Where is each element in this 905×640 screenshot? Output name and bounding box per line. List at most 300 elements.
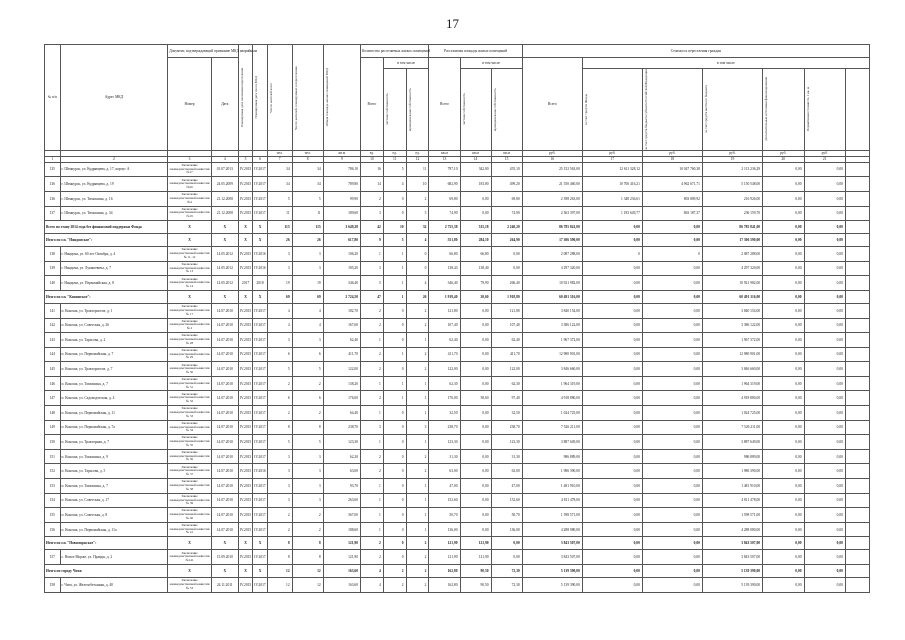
value-cell-r2: 0 — [383, 550, 406, 565]
value-cell-c4: 3 843 507,00 — [702, 550, 762, 565]
value-cell-r1: 3 — [361, 261, 384, 276]
row-number-cell: 135 — [45, 162, 61, 177]
value-cell-c5: 0,00 — [763, 493, 804, 508]
value-cell-r2: 1 — [383, 247, 406, 262]
address-cell: п. Коноша, ул. Советская, д. 8 — [60, 508, 168, 523]
value-cell-a1: 238,70 — [429, 420, 460, 435]
value-cell-c4: 5 150 548,00 — [702, 177, 762, 192]
value-cell-c5: 0,00 — [763, 435, 804, 450]
value-cell-r1: 4 — [361, 565, 384, 578]
value-cell-p1: 3 — [267, 493, 292, 508]
value-cell-c4: 2 113 236,29 — [702, 162, 762, 177]
value-cell-c2: 0,00 — [582, 261, 642, 276]
empty-cell — [845, 221, 869, 234]
value-cell-c3: 0,00 — [642, 290, 702, 303]
value-cell-c2: 0,00 — [582, 347, 642, 362]
value-cell-a1: 346,40 — [429, 276, 460, 291]
value-cell-c6: 0,00 — [804, 406, 845, 421]
column-number-cell: 21 — [804, 156, 845, 162]
value-cell-c6: 0,00 — [804, 347, 845, 362]
doc-number-cell: Заключение межведомственной комиссии №19 — [168, 206, 212, 221]
value-cell-area: 93,70 — [323, 479, 360, 494]
plan-date-cell: IV.2015 — [238, 493, 253, 508]
demolition-date-cell: IV.2017 — [253, 493, 268, 508]
value-cell-a2: 0,00 — [460, 420, 491, 435]
value-cell-p1: 8 — [267, 537, 292, 550]
value-cell-r1: 1 — [361, 508, 384, 523]
table-body — [45, 162, 870, 592]
header-people-total: Число жителей всего — [268, 82, 273, 113]
empty-cell — [845, 464, 869, 479]
value-cell-r1: 2 — [361, 550, 384, 565]
value-cell-c6: 0,00 — [804, 177, 845, 192]
value-cell-a2: 0,00 — [460, 449, 491, 464]
address-cell: п. Коноша, ул. Первомайская, д. 11а — [60, 522, 168, 537]
table-row — [45, 333, 870, 348]
column-number-cell: 1 — [45, 156, 61, 162]
value-cell-c3: 0,00 — [642, 333, 702, 348]
value-cell-a3: 32,50 — [491, 406, 522, 421]
column-number-cell: 20 — [763, 156, 804, 162]
value-cell-c3: 0,00 — [642, 565, 702, 578]
header-rooms-all: Всего — [361, 58, 384, 151]
table-row — [45, 522, 870, 537]
value-cell-r1: 16 — [361, 162, 384, 177]
value-cell-c1: 2 398 263,00 — [522, 191, 582, 206]
value-cell-area: 786,10 — [323, 162, 360, 177]
row-number-cell: 156 — [45, 522, 61, 537]
value-cell-a2: 20,60 — [460, 290, 491, 303]
value-cell-area: 121,90 — [323, 537, 360, 550]
value-cell-a3: 47,00 — [491, 479, 522, 494]
header-doc-number: Номер — [168, 58, 212, 151]
address-cell: п. Коноша, ул. Советская, д. 17 — [60, 493, 168, 508]
value-cell-r1: 1 — [361, 406, 384, 421]
value-cell-p2: 4 — [292, 303, 323, 318]
empty-cell — [845, 578, 869, 593]
value-cell-c3: 0,00 — [642, 362, 702, 377]
value-cell-p1: 2 — [267, 522, 292, 537]
value-cell-c6: 0,00 — [804, 247, 845, 262]
value-cell-c3: 0 — [642, 247, 702, 262]
value-cell-c4: 10 921 982,00 — [702, 276, 762, 291]
column-number-cell: 14 — [460, 156, 491, 162]
doc-number-cell: Заключение межведомственной комиссии № 29 — [168, 347, 212, 362]
value-cell-r1: 5 — [361, 276, 384, 291]
value-cell-c1: 2 087 288,00 — [522, 247, 582, 262]
plan-date-cell: IV.2015 — [238, 550, 253, 565]
value-cell-a2: 342,00 — [460, 162, 491, 177]
value-cell-c2: 0,00 — [582, 303, 642, 318]
row-number-cell: 150 — [45, 435, 61, 450]
value-cell-c3: 0,00 — [642, 391, 702, 406]
address-cell: п. Коноша, ул. Трактористов, д. 1 — [60, 303, 168, 318]
value-cell-r2: 0 — [383, 318, 406, 333]
table-row — [45, 177, 870, 192]
value-cell-r3: 1 — [406, 333, 429, 348]
value-cell-a2: 0,00 — [460, 191, 491, 206]
value-cell-area: 2 724,50 — [323, 290, 360, 303]
column-number-cell: 7 — [267, 156, 292, 162]
value-cell-r2: 0 — [383, 449, 406, 464]
header-people-program: Число жителей, планируемых к переселению — [293, 65, 298, 130]
value-cell-a1: 62,30 — [429, 376, 460, 391]
value-cell-c4: 986 889,00 — [702, 449, 762, 464]
doc-number-cell: Заключение межведомственной комиссии №17 — [168, 162, 212, 177]
value-cell-a1: 123,30 — [429, 435, 460, 450]
value-cell-a1: 1 919,40 — [429, 290, 460, 303]
doc-date-cell: 14.07.2010 — [211, 347, 238, 362]
value-cell-a3: 122,00 — [491, 362, 522, 377]
value-cell-r1: 14 — [361, 177, 384, 192]
value-cell-r3: 2 — [406, 191, 429, 206]
row-number-cell: 146 — [45, 376, 61, 391]
value-cell-a1: 176,00 — [429, 391, 460, 406]
value-cell-r3: 26 — [406, 290, 429, 303]
value-cell-a2: 138,40 — [460, 261, 491, 276]
value-cell-r2: 1 — [383, 347, 406, 362]
row-number-cell: 144 — [45, 347, 61, 362]
address-cell: г. Шенкурск, ул. Тимошина, д. 16 — [60, 191, 168, 206]
value-cell-p1: 26 — [267, 234, 292, 247]
value-cell-area: 3 649,28 — [323, 221, 360, 234]
unit-cell: кв.м — [429, 150, 460, 156]
value-cell-c4: 1 598 571,00 — [702, 508, 762, 523]
table-row — [45, 376, 870, 391]
doc-date-cell: X — [211, 234, 238, 247]
value-cell-p1: 6 — [267, 391, 292, 406]
doc-number-cell: Заключение межведомственной комиссии № 31 — [168, 376, 212, 391]
row-number-cell: 148 — [45, 406, 61, 421]
value-cell-p1: 5 — [267, 191, 292, 206]
doc-number-cell: Заключение межведомственной комиссии № 53 — [168, 578, 212, 593]
plan-date-cell: IV.2015 — [238, 162, 253, 177]
address-cell: г. Няндома, ул. Лукашевича, д. 7 — [60, 261, 168, 276]
demolition-date-cell: IV.2017 — [253, 550, 268, 565]
value-cell-p2: 2 — [292, 376, 323, 391]
empty-cell — [845, 565, 869, 578]
value-cell-c1: 3 843 507,00 — [522, 550, 582, 565]
value-cell-a2: 0,00 — [460, 362, 491, 377]
value-cell-c5: 0,00 — [763, 333, 804, 348]
subtotal-label: Итого по городу Чита: — [45, 565, 168, 578]
doc-date-cell: 24.05.2009 — [211, 177, 238, 192]
value-cell-a1: 74,90 — [429, 206, 460, 221]
value-cell-a1: 162,80 — [429, 565, 460, 578]
doc-date-cell: 14.07.2010 — [211, 318, 238, 333]
header-cost-local: за счет средств местного бюджета — [703, 85, 708, 134]
value-cell-c1: 3 840 154,00 — [522, 303, 582, 318]
value-cell-r2: 0 — [383, 508, 406, 523]
value-cell-c1: 1 986 390,00 — [522, 464, 582, 479]
value-cell-c2: 0,00 — [582, 435, 642, 450]
header-document: Документ, подтверждающий признание МКД аварийным — [168, 45, 238, 58]
value-cell-r3: 2 — [406, 578, 429, 593]
value-cell-c2: 10 700 416,21 — [582, 177, 642, 192]
value-cell-p1: 2 — [267, 508, 292, 523]
table-row — [45, 550, 870, 565]
value-cell-c2: 0,00 — [582, 333, 642, 348]
value-cell-r3: 2 — [406, 303, 429, 318]
empty-cell — [845, 247, 869, 262]
value-cell-c4: 1 967 372,00 — [702, 333, 762, 348]
doc-date-cell: 21.12.2008 — [211, 191, 238, 206]
table-row — [45, 362, 870, 377]
value-cell-p1: 6 — [267, 347, 292, 362]
plan-date-cell: X — [238, 234, 253, 247]
value-cell-c1: 1 598 571,00 — [522, 508, 582, 523]
value-cell-r1: 3 — [361, 420, 384, 435]
value-cell-c2: 0,00 — [582, 479, 642, 494]
value-cell-c4: 17 306 590,00 — [702, 234, 762, 247]
value-cell-c5: 0,00 — [763, 303, 804, 318]
value-cell-area: 411,70 — [323, 347, 360, 362]
value-cell-p2: 12 — [292, 578, 323, 593]
value-cell-r1: 1 — [361, 333, 384, 348]
value-cell-a1: 69,80 — [429, 191, 460, 206]
value-cell-r2: 1 — [383, 376, 406, 391]
value-cell-c2: 0,00 — [582, 493, 642, 508]
value-cell-p2: 5 — [292, 362, 323, 377]
column-number-cell: 18 — [642, 156, 702, 162]
empty-cell — [845, 435, 869, 450]
plan-date-cell: IV.2015 — [238, 333, 253, 348]
table-row — [45, 247, 870, 262]
value-cell-a1: 551,80 — [429, 234, 460, 247]
value-cell-c4: 2 087 288,00 — [702, 247, 762, 262]
value-cell-r2: 10 — [383, 221, 406, 234]
value-cell-p1: 2 — [267, 406, 292, 421]
value-cell-area: 185,20 — [323, 261, 360, 276]
value-cell-c1: 4 918 880,00 — [522, 391, 582, 406]
value-cell-a1: 121,90 — [429, 550, 460, 565]
demolition-date-cell: 2018 — [253, 276, 268, 291]
value-cell-r2: 5 — [383, 162, 406, 177]
value-cell-c6: 0,00 — [804, 420, 845, 435]
value-cell-a3: 0,00 — [491, 261, 522, 276]
value-cell-c4: 4 297 320,00 — [702, 261, 762, 276]
value-cell-c6: 0,00 — [804, 234, 845, 247]
value-cell-c6: 0,00 — [804, 261, 845, 276]
address-cell: г. Няндома, ул. Первомайская, д. 8 — [60, 276, 168, 291]
value-cell-r1: 2 — [361, 464, 384, 479]
value-cell-r1: 2 — [361, 347, 384, 362]
doc-number-cell: Заключение межведомственной комиссии №141 — [168, 550, 212, 565]
value-cell-p1: 34 — [267, 162, 292, 177]
value-cell-c1: 1 967 372,00 — [522, 333, 582, 348]
column-number-cell: 3 — [168, 156, 212, 162]
value-cell-area: 62,40 — [323, 333, 360, 348]
value-cell-r2: 1 — [383, 391, 406, 406]
value-cell-r3: 4 — [406, 234, 429, 247]
value-cell-r3: 0 — [406, 261, 429, 276]
value-cell-r1: 2 — [361, 391, 384, 406]
value-cell-c5: 0,00 — [763, 276, 804, 291]
header-cost-region: за счет средств бюджета субъекта Российской Федерации — [643, 69, 648, 150]
demolition-date-cell: IV.2017 — [253, 376, 268, 391]
value-cell-c3: 0,00 — [642, 303, 702, 318]
doc-date-cell: 14.05.2012 — [211, 276, 238, 291]
plan-date-cell: IV.2015 — [238, 391, 253, 406]
value-cell-c4: 1 481 910,00 — [702, 479, 762, 494]
plan-date-cell: X — [238, 221, 253, 234]
address-cell: п. Коноша, ул. Первомайская, д. 7а — [60, 420, 168, 435]
row-number-cell: 140 — [45, 276, 61, 291]
value-cell-p1: 2 — [267, 376, 292, 391]
value-cell-c5: 0,00 — [763, 247, 804, 262]
table-row — [45, 420, 870, 435]
value-cell-c4: 3 846 660,00 — [702, 362, 762, 377]
column-number-cell: 19 — [702, 156, 762, 162]
value-cell-c2: 0,00 — [582, 376, 642, 391]
value-cell-c1: 7 526 211,00 — [522, 420, 582, 435]
value-cell-c3: 0,00 — [642, 420, 702, 435]
doc-date-cell: 14.07.2010 — [211, 464, 238, 479]
header-demolition-date: Планируемая дата сноса МКД — [254, 76, 259, 119]
value-cell-area: 122,00 — [323, 362, 360, 377]
value-cell-c4: 3 887 649,00 — [702, 435, 762, 450]
value-cell-a2: 0,00 — [460, 303, 491, 318]
value-cell-a3: 31,30 — [491, 449, 522, 464]
header-area-private: частная собственность — [461, 93, 466, 126]
value-cell-a3: 0,00 — [491, 550, 522, 565]
table-row — [45, 276, 870, 291]
value-cell-a2: 0,00 — [460, 464, 491, 479]
row-number-cell: 153 — [45, 479, 61, 494]
doc-date-cell: 14.07.2010 — [211, 522, 238, 537]
address-cell: п. Коноша, ул. Тимошина, д. 7 — [60, 479, 168, 494]
value-cell-r2: 0 — [383, 479, 406, 494]
demolition-date-cell: IV.2017 — [253, 318, 268, 333]
value-cell-p2: 115 — [292, 221, 323, 234]
column-number-cell: 16 — [522, 156, 582, 162]
value-cell-c6: 0,00 — [804, 191, 845, 206]
table-row — [45, 406, 870, 421]
value-cell-area: 138,20 — [323, 376, 360, 391]
value-cell-c3: 0,00 — [642, 522, 702, 537]
doc-number-cell: X — [168, 565, 212, 578]
value-cell-r1: 1 — [361, 435, 384, 450]
doc-number-cell: Заключение межведомственной комиссии № 14 — [168, 276, 212, 291]
column-number-cell: 2 — [60, 156, 168, 162]
value-cell-c1: 25 152 563,00 — [522, 162, 582, 177]
table-subtotal-row — [45, 565, 870, 578]
value-cell-a3: 152,60 — [491, 493, 522, 508]
plan-date-cell: IV.2015 — [238, 479, 253, 494]
table-subtotal-row — [45, 221, 870, 234]
doc-number-cell: X — [168, 290, 212, 303]
value-cell-c5: 0,00 — [763, 565, 804, 578]
table-row — [45, 479, 870, 494]
demolition-date-cell: X — [253, 565, 268, 578]
value-cell-area: 99,90 — [323, 191, 360, 206]
value-cell-a2: 121,90 — [460, 550, 491, 565]
value-cell-r3: 2 — [406, 464, 429, 479]
plan-date-cell: IV.2015 — [238, 449, 253, 464]
address-cell: п. Коноша, ул. Трактористов, д. 7 — [60, 362, 168, 377]
demolition-date-cell: IV.2017 — [253, 522, 268, 537]
address-cell: г. Няндома, ул. 60 лет Октября, д. 4 — [60, 247, 168, 262]
unit-cell: ед. — [361, 150, 384, 156]
value-cell-p1: 12 — [267, 578, 292, 593]
doc-number-cell: X — [168, 234, 212, 247]
table-subtotal-row — [45, 537, 870, 550]
value-cell-c3: 0,00 — [642, 435, 702, 450]
value-cell-r1: 2 — [361, 191, 384, 206]
value-cell-r1: 2 — [361, 318, 384, 333]
value-cell-r2: 0 — [383, 333, 406, 348]
doc-date-cell: 14.07.2010 — [211, 303, 238, 318]
resettlement-table — [44, 44, 870, 593]
doc-number-cell: Заключение межведомственной комиссии № 37 — [168, 464, 212, 479]
value-cell-a2: 0,00 — [460, 333, 491, 348]
value-cell-r1: 3 — [361, 206, 384, 221]
column-number-cell: 8 — [292, 156, 323, 162]
value-cell-p2: 5 — [292, 191, 323, 206]
value-cell-p2: 8 — [292, 420, 323, 435]
value-cell-p1: 5 — [267, 362, 292, 377]
doc-number-cell: Заключение межведомственной комиссии № 11, 12 — [168, 247, 212, 262]
value-cell-area: 163,60 — [323, 565, 360, 578]
address-cell: п. Коноша, ул. Первомайская, д. 11 — [60, 406, 168, 421]
value-cell-c3: 10 047 760,38 — [642, 162, 702, 177]
value-cell-c4: 1 986 390,00 — [702, 464, 762, 479]
value-cell-a3: 62,30 — [491, 376, 522, 391]
demolition-date-cell: IV.2017 — [253, 303, 268, 318]
value-cell-c2: 0,00 — [582, 420, 642, 435]
value-cell-r3: 1 — [406, 508, 429, 523]
value-cell-a3: 62,40 — [491, 333, 522, 348]
value-cell-c5: 0,00 — [763, 261, 804, 276]
row-number-cell: 139 — [45, 261, 61, 276]
doc-number-cell: Заключение межведомственной комиссии № 34 — [168, 420, 212, 435]
value-cell-c5: 0,00 — [763, 318, 804, 333]
value-cell-c3: 0,00 — [642, 347, 702, 362]
row-number-cell: 158 — [45, 578, 61, 593]
value-cell-a1: 31,30 — [429, 449, 460, 464]
value-cell-c2: 0,00 — [582, 234, 642, 247]
value-cell-r3: 1 — [406, 406, 429, 421]
value-cell-c2: 0,00 — [582, 276, 642, 291]
demolition-date-cell: IV.2017 — [253, 449, 268, 464]
table-row — [45, 449, 870, 464]
value-cell-p2: 69 — [292, 290, 323, 303]
plan-date-cell: IV.2015 — [238, 522, 253, 537]
empty-cell — [845, 479, 869, 494]
doc-number-cell: Заключение межведомственной комиссии № 40 — [168, 508, 212, 523]
value-cell-a3: 0,00 — [491, 537, 522, 550]
value-cell-a1: 162,80 — [429, 578, 460, 593]
empty-cell — [845, 537, 869, 550]
empty-cell — [845, 449, 869, 464]
value-cell-area: 367,00 — [323, 508, 360, 523]
value-cell-c2: 0,00 — [582, 221, 642, 234]
row-number-cell: 152 — [45, 464, 61, 479]
value-cell-a3: 121,80 — [491, 303, 522, 318]
value-cell-r3: 2 — [406, 347, 429, 362]
value-cell-r3: 11 — [406, 162, 429, 177]
row-number-cell: 147 — [45, 391, 61, 406]
value-cell-p1: 11 — [267, 206, 292, 221]
value-cell-c3: 0,00 — [642, 261, 702, 276]
value-cell-a1: 2 755,38 — [429, 221, 460, 234]
value-cell-c4: 216 926,00 — [702, 191, 762, 206]
value-cell-a2: 0,00 — [460, 479, 491, 494]
value-cell-c6: 0,00 — [804, 449, 845, 464]
value-cell-area: 106,20 — [323, 247, 360, 262]
plan-date-cell: IV.2015 — [238, 206, 253, 221]
doc-number-cell: Заключение межведомственной комиссии №4 — [168, 191, 212, 206]
